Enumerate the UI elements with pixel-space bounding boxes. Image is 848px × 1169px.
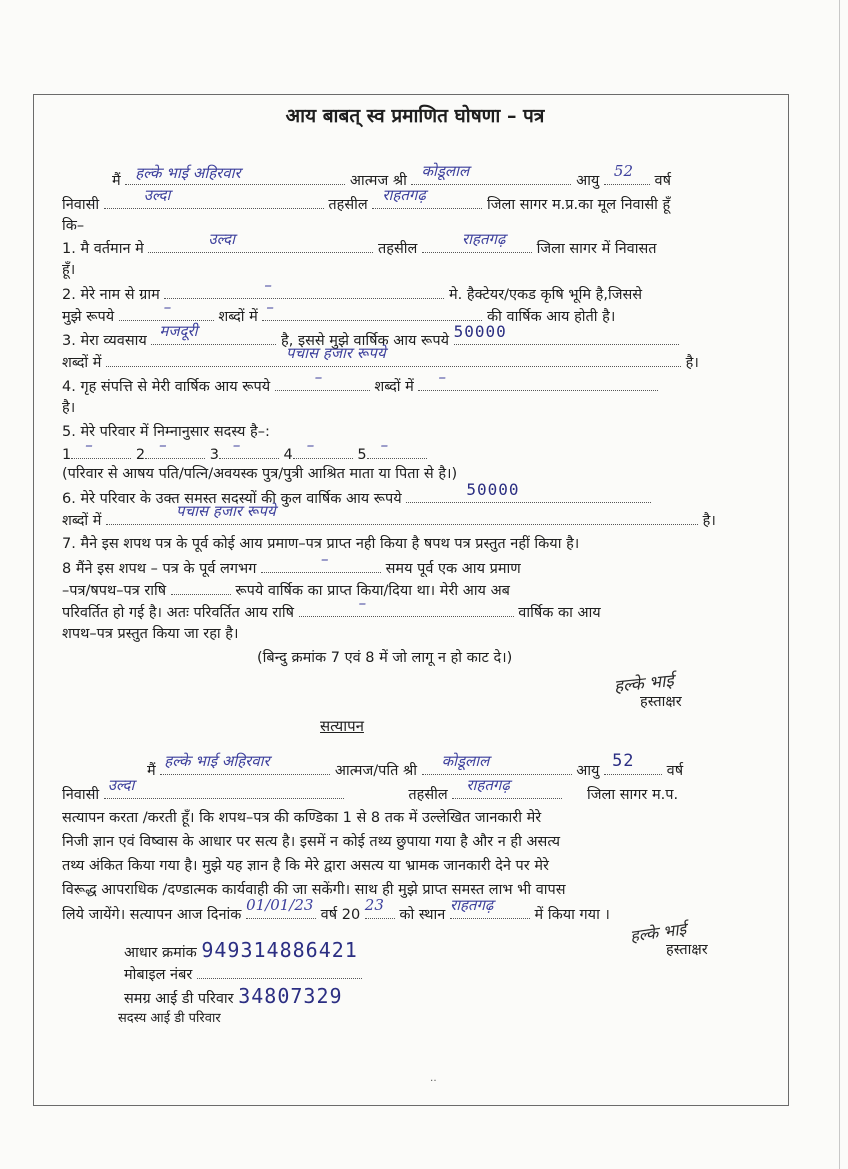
verif-tahsil-label: तहसील — [408, 787, 448, 803]
verif-date-handwriting: 01/01/23 — [246, 896, 314, 914]
verif-village-handwriting: उल्दा — [107, 776, 135, 794]
point-2 — [62, 276, 643, 306]
member-4-label: 4 — [283, 447, 293, 463]
p1-tail-text: जिला सागर में निवासत — [536, 241, 657, 257]
point-6-b — [62, 502, 716, 532]
samagra-family-handwriting: 34807329 — [238, 984, 343, 1008]
p6-words-label: शब्दों में — [62, 513, 102, 529]
p4-rupees-field — [275, 368, 370, 391]
verif-year-prefix: वर्ष 20 — [320, 907, 361, 923]
resident-label: निवासी — [62, 197, 100, 213]
atmaj-label: आत्मज श्री — [349, 173, 407, 189]
scan-mark: ‥ — [430, 1073, 437, 1084]
aadhaar-label: आधार क्रमांक — [124, 945, 197, 961]
p4-words-field — [418, 368, 658, 391]
verif-date-label: लिये जायेंगे। सत्यापन आज दिनांक — [62, 907, 242, 923]
age-field — [604, 162, 650, 185]
p8-amount-field — [171, 580, 231, 595]
point-4-text: 4. गृह संपत्ति से मेरी वार्षिक आय रूपये — [62, 379, 271, 395]
point-2-b — [62, 298, 616, 328]
p2-rupees-handwriting: – — [163, 298, 172, 316]
samagra-family-line — [124, 986, 343, 1010]
verif-line-5: तथ्य अंकित किया गया है। मुझे यह ज्ञान है कि मेरे द्वारा असत्य या भ्रामक जानकारी देने पर मेरे — [62, 858, 549, 874]
point-1-b: हूँ। — [62, 262, 76, 278]
samagra-family-label: समग्र आई डी परिवार — [124, 991, 234, 1007]
verif-resident-label: निवासी — [62, 787, 100, 803]
point-3-b — [62, 344, 699, 374]
point-1-text: 1. मै वर्तमान मे — [62, 241, 144, 257]
declaration-signature-label: हस्ताक्षर — [640, 694, 682, 710]
verif-age-field — [604, 751, 662, 775]
verif-village-field — [104, 776, 344, 799]
member-3-field — [219, 436, 279, 459]
member-5-label: 5 — [357, 447, 367, 463]
village-field — [104, 186, 324, 209]
verif-father-handwriting: कोडूलाल — [441, 752, 490, 770]
p2-rupees-label: मुझे रूपये — [62, 309, 115, 325]
p2-tail-text: मे. हैक्टेयर/एकड कृषि भूमि है,जिससे — [448, 287, 643, 303]
p8-c-text: परिवर्तित हो गई है। अतः परिवर्तित आय राषि — [62, 605, 295, 621]
verif-line-7 — [62, 896, 610, 926]
verif-date-field — [246, 896, 316, 919]
point-3-text: 3. मेरा व्यवसाय — [62, 333, 147, 349]
tahsil-handwriting: राहतगढ़ — [382, 186, 426, 204]
p8-b-tail-text: रूपये वार्षिक का प्राप्त किया/दिया था। मेरी आय अब — [235, 583, 510, 599]
p1-tahsil-handwriting: राहतगढ़ — [462, 230, 506, 248]
point-4 — [62, 368, 658, 398]
member-4-handwriting: – — [306, 436, 315, 454]
declaration-signature: हल्के भाई — [613, 670, 675, 698]
point-4-b: है। — [62, 400, 76, 416]
p8-tail-text: समय पूर्व एक आय प्रमाण — [385, 561, 521, 577]
member-2-label: 2 — [135, 447, 146, 463]
p8-duration-handwriting: – — [320, 550, 329, 568]
p1-village-handwriting: उल्दा — [208, 230, 235, 248]
verif-name-handwriting: हल्के भाई अहिरवार — [164, 752, 270, 770]
point-8-d: शपथ–पत्र प्रस्तुत किया जा रहा है। — [62, 626, 239, 642]
village-handwriting: उल्दा — [143, 186, 171, 204]
verif-place-handwriting: राहतगढ़ — [449, 896, 494, 914]
verif-line-3: सत्यापन करता /करती हूँ। कि शपथ–पत्र की कण्डिका 1 से 8 तक में उल्लेखित जानकारी मेरे — [62, 810, 542, 826]
member-5-handwriting: – — [380, 436, 389, 454]
p8-duration-field — [261, 550, 381, 573]
p2-words-label: शब्दों में — [218, 309, 258, 325]
verification-signature-label: हस्ताक्षर — [666, 942, 708, 958]
verif-district-text: जिला सागर म.प. — [586, 787, 679, 803]
age-handwriting: 52 — [613, 162, 634, 180]
point-8 — [62, 550, 521, 580]
p1-tahsil-label: तहसील — [378, 241, 418, 257]
instruction-note: (बिन्दु क्रमांक 7 एवं 8 में जो लागू न हो काट दे।) — [257, 650, 513, 666]
p6-tail-text: है। — [702, 513, 716, 529]
decl-line-3: कि– — [62, 218, 85, 234]
p2-words-field — [262, 298, 482, 321]
samagra-member-line — [118, 1008, 221, 1029]
p8-changed-amount-field — [299, 594, 514, 617]
point-8-b — [62, 580, 510, 602]
verif-year-handwriting: 23 — [364, 896, 384, 914]
point-1 — [62, 230, 657, 260]
verif-year-label: वर्ष — [666, 763, 684, 779]
verif-line-2 — [62, 776, 679, 806]
samagra-member-label: सदस्य आई डी परिवार — [118, 1011, 221, 1026]
name-handwriting: हल्के भाई अहिरवार — [135, 164, 241, 182]
p3-words-field — [106, 344, 681, 367]
p6-amount-handwriting: 50000 — [466, 480, 520, 499]
p6-amount-field — [406, 480, 651, 503]
member-2-handwriting: – — [159, 436, 167, 454]
verif-place-field — [449, 896, 530, 919]
p2-rupees-field — [119, 298, 214, 321]
mobile-field — [197, 964, 362, 979]
verif-name-field — [160, 752, 330, 775]
verif-tahsil-handwriting: राहतगढ़ — [466, 776, 510, 794]
verif-year-field — [364, 896, 395, 919]
member-1-handwriting: – — [85, 436, 93, 454]
p2-tail-b-text: की वार्षिक आय होती है। — [487, 309, 616, 325]
main-label: मैं — [112, 173, 121, 189]
year-label: वर्ष — [654, 173, 671, 189]
member-4-field — [293, 436, 353, 459]
verif-line-1 — [147, 751, 684, 782]
member-1-field — [71, 436, 131, 459]
document-title: आय बाबत् स्व प्रमाणित घोषणा – पत्र — [285, 105, 545, 127]
member-3-label: 3 — [209, 447, 219, 463]
point-5-note: (परिवार से आषय पति/पत्नि/अवयस्क पुत्र/पुत्री आश्रित माता या पिता से है।) — [62, 466, 458, 482]
p4-words-handwriting: – — [438, 368, 446, 386]
name-field — [125, 164, 345, 185]
member-1-label: 1 — [62, 447, 72, 463]
member-3-handwriting: – — [232, 436, 241, 454]
p8-c-tail-text: वार्षिक का आय — [518, 605, 601, 621]
point-8-c — [62, 594, 601, 624]
verif-line-4: निजी ज्ञान एवं विष्वास के आधार पर सत्य है। इसमें न कोई तथ्य छुपाया गया है और न ही असत्य — [62, 834, 560, 850]
p2-village-field — [164, 276, 444, 299]
tahsil-field — [372, 186, 482, 209]
p3-mid-text: है, इससे मुझे वार्षिक आय रूपये — [281, 333, 449, 349]
verif-shri-label: श्री — [402, 763, 417, 779]
tahsil-label: तहसील — [328, 197, 368, 213]
aadhaar-handwriting: 949314886421 — [201, 938, 358, 962]
aadhaar-line — [124, 940, 358, 964]
p3-amount-field — [453, 322, 679, 345]
verification-signature: हल्के भाई — [628, 919, 688, 946]
point-5: 5. मेरे परिवार में निम्नानुसार सदस्य है–: — [62, 424, 270, 440]
member-2-field — [145, 436, 205, 459]
decl-line-2 — [62, 186, 671, 216]
verif-atmaj-label: आत्मज/पति — [334, 763, 399, 779]
p3-amount-handwriting: 50000 — [453, 322, 507, 341]
district-text: जिला सागर म.प्र.का मूल निवासी हूँ — [486, 197, 671, 213]
p2-handwriting: – — [264, 276, 272, 294]
p6-words-handwriting: पचास हजार रूपये — [176, 502, 276, 520]
point-2-text: 2. मेरे नाम से ग्राम — [62, 287, 160, 303]
p3-words-label: शब्दों में — [62, 355, 102, 371]
point-8-text: 8 मैंने इस शपथ – पत्र के पूर्व लगभग — [62, 561, 257, 577]
p6-words-field — [106, 502, 698, 525]
member-5-field — [367, 436, 427, 459]
verif-age-label: आयु — [576, 763, 600, 779]
point-6-text: 6. मेरे परिवार के उक्त समस्त सदस्यों की कुल वार्षिक आय रूपये — [62, 491, 402, 507]
p1-village-field — [148, 230, 373, 253]
p4-words-label: शब्दों में — [374, 379, 414, 395]
p3-tail-text: है। — [685, 355, 699, 371]
verif-tail-text: में किया गया । — [534, 907, 610, 923]
mobile-label: मोबाइल नंबर — [124, 967, 193, 983]
p8-b-text: –पत्र/षपथ–पत्र राषि — [62, 583, 167, 599]
mobile-line — [124, 964, 362, 986]
scan-edge-line — [839, 0, 840, 1169]
age-label: आयु — [576, 173, 600, 189]
verif-tahsil-field — [452, 776, 562, 799]
point-5-members — [62, 436, 427, 466]
verif-age-handwriting: 52 — [612, 751, 635, 771]
p1-tahsil-field — [422, 230, 532, 253]
p8-changed-amount-handwriting: – — [358, 594, 367, 612]
occupation-handwriting: मजदूरी — [159, 322, 198, 340]
p3-words-handwriting: पचास हजार रूपये — [286, 344, 386, 362]
point-7: 7. मैने इस शपथ पत्र के पूर्व कोई आय प्रमाण–पत्र प्राप्त नही किया है षपथ पत्र प्रस्तुत नहीं किया है। — [62, 536, 580, 552]
p4-rupees-handwriting: – — [314, 368, 323, 386]
verification-heading: सत्यापन — [320, 717, 364, 735]
father-field — [411, 162, 571, 185]
verif-father-field — [422, 752, 572, 775]
verif-main-label: मैं — [147, 763, 156, 779]
father-handwriting: कोडूलाल — [421, 162, 470, 180]
verif-place-label: को स्थान — [399, 907, 446, 923]
occupation-field — [151, 322, 276, 345]
p2-words-handwriting: – — [266, 298, 274, 316]
point-6 — [62, 480, 651, 510]
verif-line-6: विरूद्ध आपराधिक /दण्डात्मक कार्यवाही की जा सकेंगी। साथ ही मुझे प्राप्त समस्त लाभ भी वापस — [62, 882, 566, 898]
